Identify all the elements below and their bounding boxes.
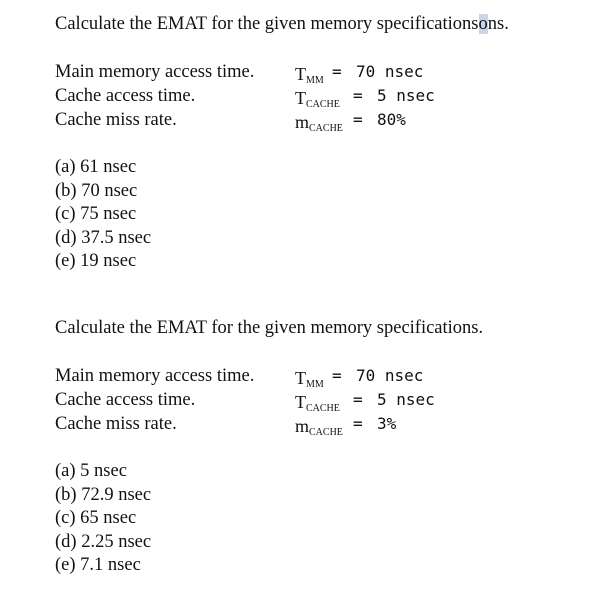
spec-value: 80%: [377, 110, 406, 129]
spec-row: [55, 388, 515, 412]
spec-value: 70 nsec: [356, 62, 424, 81]
spec-row: [55, 108, 515, 132]
spec-value: 5 nsec: [377, 390, 435, 409]
equals-sign: =: [332, 366, 342, 385]
answer-option: (a) 5 nsec: [55, 461, 127, 481]
spec-value: 3%: [377, 414, 397, 433]
answer-option: (e) 19 nsec: [55, 251, 137, 271]
equals-sign: =: [353, 110, 363, 129]
spec-value: 5 nsec: [377, 86, 435, 105]
spec-label: Main memory access time.: [55, 366, 255, 386]
spec-symbol: $m_{CACHE}$: [295, 112, 343, 134]
prompt-text: Calculate the EMAT for the given memory specifications: [55, 14, 479, 34]
spec-symbol: $T_{MM}$: [295, 64, 324, 86]
spec-label: Cache miss rate.: [55, 414, 177, 434]
spec-table: [55, 60, 595, 134]
equals-sign: =: [353, 414, 363, 433]
spec-label: Cache access time.: [55, 390, 196, 410]
equals-sign: =: [353, 390, 363, 409]
spec-value: 70 nsec: [356, 366, 424, 385]
spec-label: Cache miss rate.: [55, 110, 177, 130]
equals-sign: =: [353, 86, 363, 105]
spec-label: Main memory access time.: [55, 62, 255, 82]
spec-row: [55, 364, 515, 388]
spec-label: Cache access time.: [55, 86, 196, 106]
spec-symbol: $T_{CACHE}$: [295, 88, 340, 110]
question-prompt: [55, 12, 595, 36]
spec-symbol: $T_{MM}$: [295, 368, 324, 390]
spec-symbol: $m_{CACHE}$: [295, 416, 343, 438]
answer-options: [55, 156, 595, 274]
answer-option: (d) 2.25 nsec: [55, 531, 152, 552]
prompt-text-end: ns.: [487, 14, 509, 34]
spec-row: [55, 412, 515, 436]
spec-table: [55, 364, 595, 438]
answer-option: (c) 75 nsec: [55, 204, 137, 224]
question-2: [55, 316, 595, 578]
answer-option: (b) 72.9 nsec: [55, 484, 152, 505]
answer-option: (c) 65 nsec: [55, 508, 137, 528]
spec-symbol: $T_{CACHE}$: [295, 392, 340, 414]
spec-row: [55, 84, 515, 108]
text-selection-highlight: o: [478, 14, 488, 34]
answer-option: (e) 7.1 nsec: [55, 555, 141, 575]
equals-sign: =: [332, 62, 342, 81]
spec-row: [55, 60, 515, 84]
answer-option: (a) 61 nsec: [55, 157, 137, 177]
answer-option: (b) 70 nsec: [55, 180, 138, 201]
answer-options: [55, 460, 595, 578]
question-1: [55, 12, 595, 274]
answer-option: (d) 37.5 nsec: [55, 227, 152, 248]
question-prompt: Calculate the EMAT for the given memory specifications.: [55, 318, 484, 338]
